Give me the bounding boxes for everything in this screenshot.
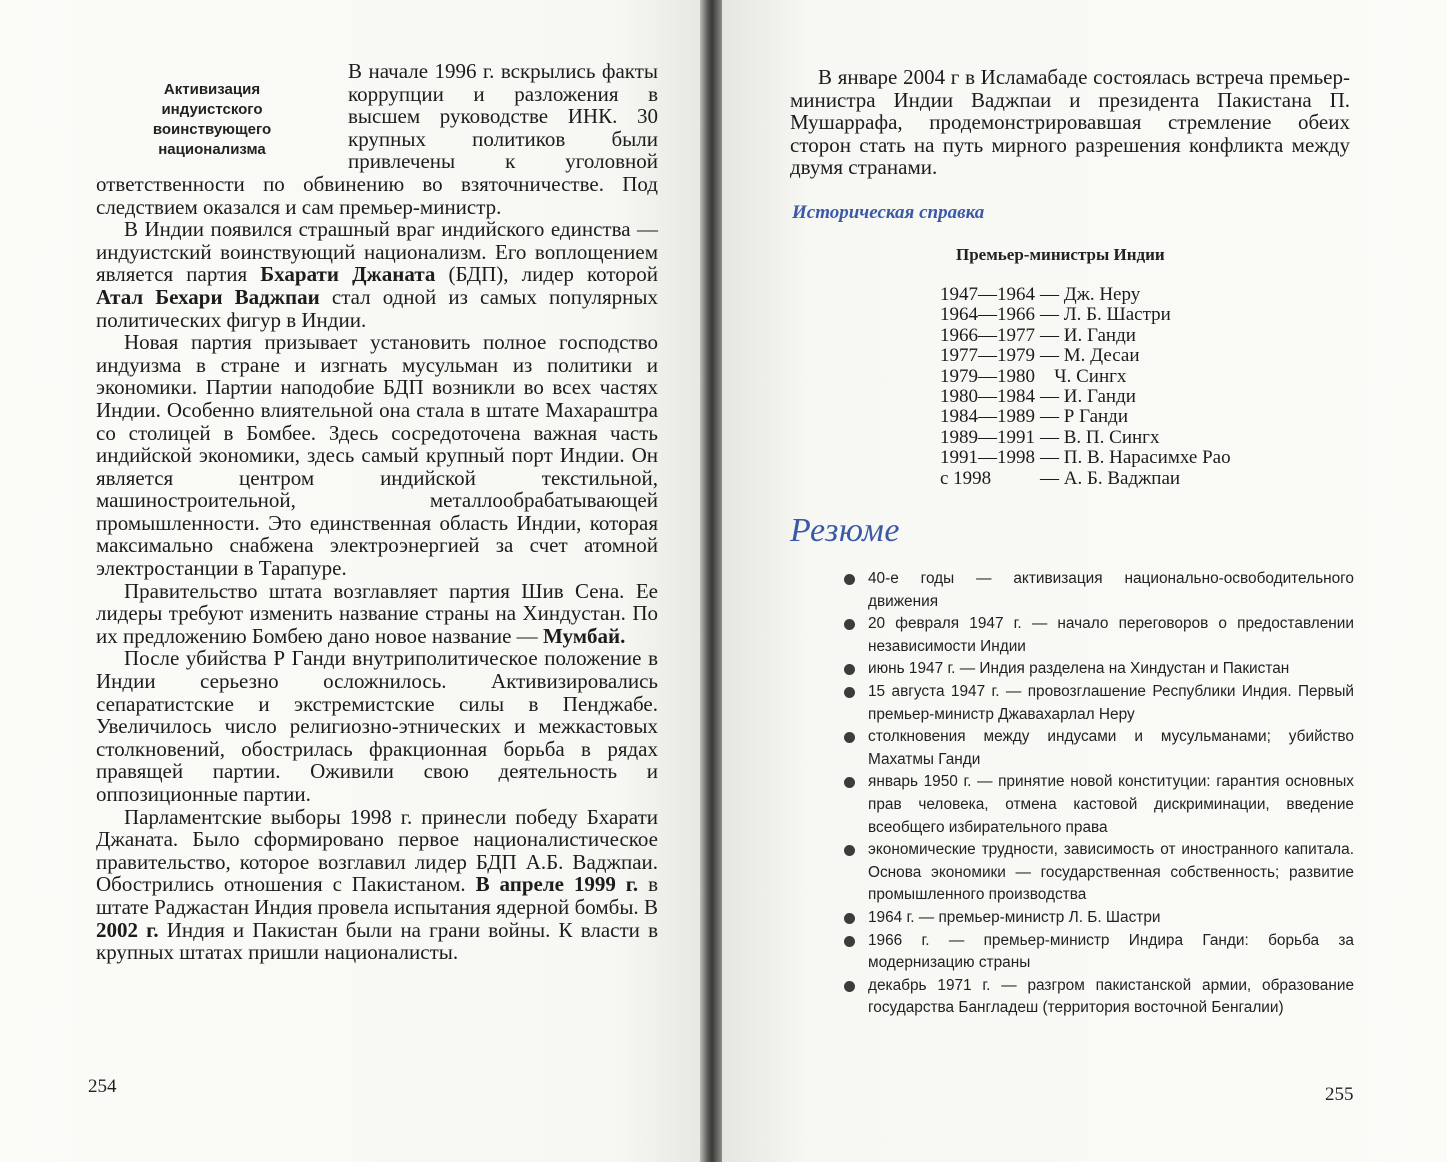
side-heading-line: Активизация bbox=[163, 81, 261, 98]
body-paragraph bbox=[96, 647, 658, 805]
prime-ministers-title: Премьер-министры Индии bbox=[956, 245, 1165, 264]
prime-minister-row bbox=[940, 387, 1231, 407]
book-gutter bbox=[700, 0, 722, 1162]
bullet-icon bbox=[844, 845, 855, 856]
summary-text: 40-е годы — активизация национально-освободительного движения bbox=[868, 570, 1354, 610]
summary-item bbox=[842, 930, 1354, 975]
text-run: Правительство штата возглавляет партия Шив Сена. Ее лидеры требуют изменить название страны на Хиндустан. По их предложению Бомбею дано новое название — bbox=[96, 578, 658, 648]
text-run: В начале 1996 г. вскрылись факты коррупции и разложения в высшем руководстве ИНК. 30 крупных политиков были привлечены к уголовной ответственности по обвинению во взяточничестве. Под следствием оказался и сам премьер-министр. bbox=[96, 59, 658, 219]
summary-text: 1966 г. — премьер-министр Индира Ганди: борьба за модернизацию страны bbox=[868, 931, 1354, 972]
summary-item bbox=[842, 613, 1354, 658]
summary-text: 15 августа 1947 г. — провозглашение Республики Индия. Первый премьер-министр Джавахарлал Неру bbox=[868, 682, 1354, 723]
prime-ministers-list bbox=[940, 285, 1231, 489]
page-number-left: 254 bbox=[88, 1076, 117, 1097]
bullet-icon bbox=[844, 619, 855, 630]
pm-name: — Р Ганди bbox=[1040, 406, 1129, 428]
summary-text: 1964 г. — премьер-министр Л. Б. Шастри bbox=[868, 908, 1161, 926]
page-number-right: 255 bbox=[1325, 1084, 1354, 1105]
pm-name: — А. Б. Ваджпаи bbox=[1040, 467, 1181, 489]
bullet-icon bbox=[844, 913, 855, 924]
bullet-icon bbox=[844, 777, 855, 788]
pm-years: 1947—1964 bbox=[940, 284, 1035, 305]
summary-item bbox=[842, 681, 1354, 726]
bullet-icon bbox=[844, 574, 855, 585]
text-run: После убийства Р Ганди внутриполитическое положение в Индии серьезно осложнилось. Активизировались сепаратистские и экстремистские силы в Пенджабе. Увеличилось число религиозно-этнических и межкастовых столкновений, обострилась фракционная борьба в рядах правящей партии. Оживили свою деятельность и оппозиционные партии. bbox=[96, 646, 658, 806]
prime-minister-row bbox=[940, 305, 1231, 325]
prime-minister-row bbox=[940, 428, 1231, 448]
pm-name: — Дж. Неру bbox=[1040, 284, 1141, 305]
summary-item bbox=[842, 839, 1354, 907]
bold-term: 2002 г. bbox=[96, 917, 159, 942]
left-paragraphs bbox=[96, 60, 658, 964]
summary-text: столкновения между индусами и мусульманами; убийство Махатмы Ганди bbox=[868, 728, 1354, 768]
text-run: (БДП), лидер которой bbox=[435, 262, 658, 287]
text-run: В Индии появился страшный враг индийского единства — индуистский воинствующий национализм. Его воплощением является партия bbox=[96, 217, 658, 287]
bold-term: Мумбай. bbox=[542, 623, 626, 648]
pm-years: 1980—1984 bbox=[940, 386, 1035, 408]
prime-minister-row bbox=[940, 407, 1231, 427]
prime-minister-row bbox=[940, 346, 1231, 366]
text-run: стал одной из самых популярных политических фигур в Индии. bbox=[96, 284, 659, 332]
right-page-intro bbox=[790, 66, 1350, 179]
body-paragraph bbox=[96, 331, 658, 580]
summary-text: июнь 1947 г. — Индия разделена на Хиндустан и Пакистан bbox=[868, 660, 1290, 678]
bold-term: Бхарати Джаната bbox=[260, 262, 436, 287]
pm-name: — И. Ганди bbox=[1040, 386, 1136, 408]
side-heading bbox=[96, 80, 328, 160]
side-heading-line: национализма bbox=[158, 141, 266, 158]
pm-name: — М. Десаи bbox=[1040, 345, 1140, 367]
bullet-icon bbox=[844, 936, 855, 947]
summary-item bbox=[842, 975, 1354, 1020]
text-run: Парламентские выборы 1998 г. принесли победу Бхарати Джаната. Было сформировано первое националистическое правительство, которое возглавил лидер БДП А.Б. Ваджпаи. Обострились отношения с Пакистаном. bbox=[96, 804, 658, 897]
pm-years: 1989—1991 bbox=[940, 426, 1035, 448]
side-heading-line: воинствующего bbox=[152, 121, 272, 138]
pm-name: — П. В. Нарасимхе Рао bbox=[1040, 447, 1231, 469]
side-heading-line: индуистского bbox=[161, 101, 263, 118]
pm-years: с 1998 bbox=[940, 467, 992, 489]
pm-years: 1964—1966 bbox=[940, 304, 1035, 326]
bullet-icon bbox=[844, 732, 855, 743]
bullet-icon bbox=[844, 981, 855, 992]
summary-text: экономические трудности, зависимость от иностранного капитала. Основа экономики — государственная собственность; развитие промышленного производства bbox=[868, 841, 1354, 904]
bullet-icon bbox=[844, 664, 855, 675]
prime-minister-row bbox=[940, 285, 1231, 305]
bullet-icon bbox=[844, 687, 855, 698]
text-run: в штате Раджастан Индия провела испытания ядерной бомбы. В bbox=[96, 872, 658, 919]
summary-item bbox=[842, 726, 1354, 771]
pm-name: — И. Ганди bbox=[1040, 324, 1136, 346]
pm-name: Ч. Сингх bbox=[1040, 365, 1127, 387]
intro-paragraph: В январе 2004 г в Исламабаде состоялась встреча премьер-министра Индии Ваджпаи и президента Пакистана П. Мушаррафа, продемонстрировавшая стремление обеих сторон стать на путь мирного разрешения конфликта между двумя странами. bbox=[790, 65, 1350, 180]
pm-years: 1966—1977 bbox=[940, 324, 1035, 346]
body-paragraph bbox=[96, 218, 658, 331]
body-paragraph bbox=[96, 580, 658, 648]
pm-name: — Л. Б. Шастри bbox=[1040, 304, 1171, 326]
body-paragraph bbox=[96, 806, 658, 964]
text-run: Индия и Пакистан были на грани войны. К власти в крупных штатах пришли националисты. bbox=[96, 917, 658, 965]
summary-item bbox=[842, 907, 1354, 930]
summary-item bbox=[842, 658, 1354, 681]
historical-note-title: Историческая справка bbox=[792, 202, 985, 223]
pm-years: 1991—1998 bbox=[940, 447, 1035, 469]
summary-list bbox=[842, 568, 1354, 1020]
pm-name: — В. П. Сингх bbox=[1040, 426, 1160, 448]
resume-title: Резюме bbox=[790, 512, 900, 549]
summary-text: 20 февраля 1947 г. — начало переговоров о предоставлении независимости Индии bbox=[868, 615, 1354, 655]
prime-minister-row bbox=[940, 448, 1231, 468]
summary-text: январь 1950 г. — принятие новой конституции: гарантия основных прав человека, отмена кастовой дискриминации, введение всеобщего избирательного права bbox=[868, 773, 1354, 836]
prime-minister-row bbox=[940, 469, 1231, 489]
left-page-text bbox=[96, 60, 658, 964]
prime-minister-row bbox=[940, 367, 1231, 387]
summary-item bbox=[842, 568, 1354, 613]
pm-years: 1977—1979 bbox=[940, 345, 1035, 367]
pm-years: 1984—1989 bbox=[940, 406, 1035, 428]
summary-text: декабрь 1971 г. — разгром пакистанской армии, образование государства Бангладеш (территория восточной Бенгалии) bbox=[868, 976, 1354, 1017]
summary-item bbox=[842, 771, 1354, 839]
pm-years: 1979—1980 bbox=[940, 365, 1035, 387]
bold-term: Атал Бехари Ваджпаи bbox=[96, 284, 320, 309]
bold-term: В апреле 1999 г. bbox=[475, 872, 639, 897]
text-run: Новая партия призывает установить полное господство индуизма в стране и изгнать мусульман из политики и экономики. Партии наподобие БДП возникли во всех частях Индии. Особенно влиятельной она стала в штате Махараштра со столицей в Бомбее. Здесь сосредоточена важная часть индийской экономики, здесь самый крупный порт Индии. Он является центром индийской текстильной, машиностроительной, металлообрабатывающей промышленности. Это единственная область Индии, которая максимально снабжена электроэнергией за счет атомной электростанции в Тарапуре. bbox=[96, 330, 658, 581]
prime-minister-row bbox=[940, 326, 1231, 346]
